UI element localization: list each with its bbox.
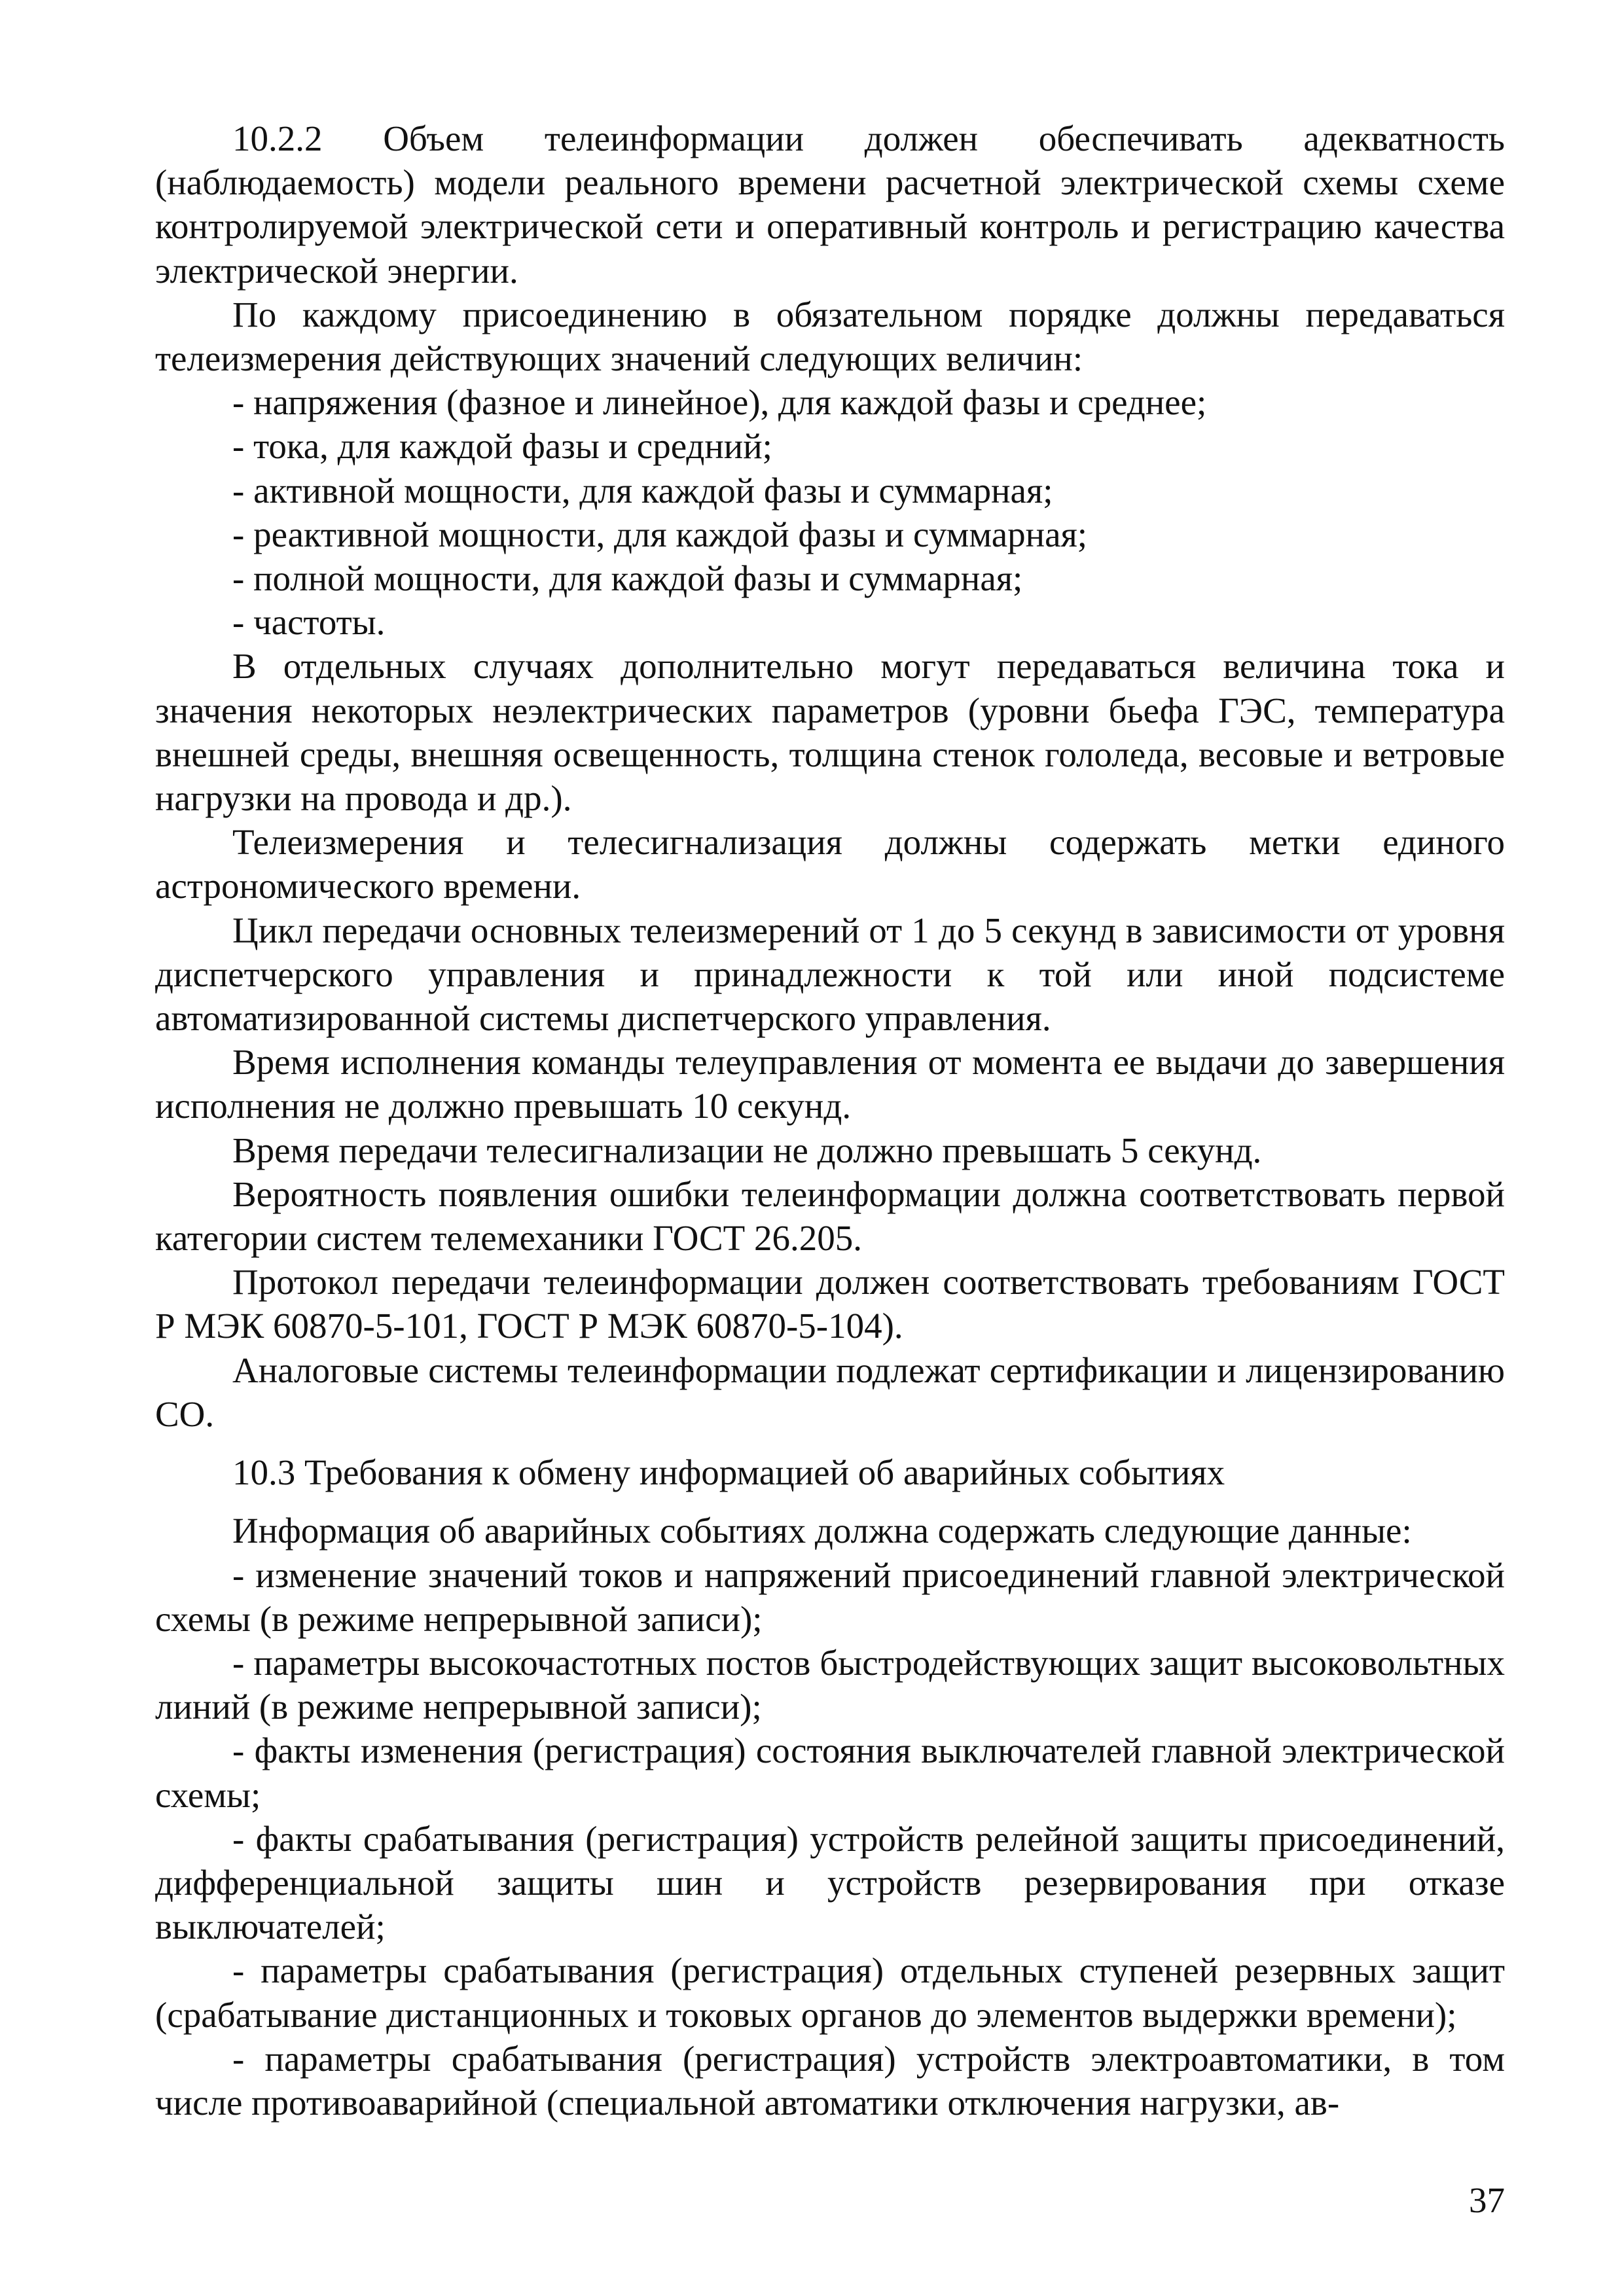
list-item-current: - тока, для каждой фазы и средний;: [232, 426, 772, 467]
list-intro-emergency-events: Информация об аварийных событиях должна содержать следующие данные:: [232, 1511, 1412, 1551]
list-item-apparent-power: - полной мощности, для каждой фазы и суммарная;: [232, 558, 1023, 599]
list-item-electroautomatics: - параметры срабатывания (регистрация) устройств электроавтоматики, в том числе противоаварийной (специальной автоматики отключения нагрузки, ав-: [155, 2038, 1505, 2123]
list-item-reactive-power: - реактивной мощности, для каждой фазы и суммарная;: [232, 514, 1088, 554]
paragraph-10-2-2: 10.2.2 Объем телеинформации должен обеспечивать адекватность (наблюдаемость) модели реального времени расчетной электрической схемы схеме контролируемой электрической сети и оперативный контроль и регистрацию качества электрической энергии.: [155, 118, 1505, 291]
list-item-frequency: - частоты.: [232, 602, 386, 643]
section-heading-10-3: 10.3 Требования к обмену информацией об аварийных событиях: [232, 1452, 1225, 1493]
paragraph-certification: Аналоговые системы телеинформации подлежат сертификации и лицензированию СО.: [155, 1350, 1505, 1434]
list-item-hf-posts: - параметры высокочастотных постов быстродействующих защит высоковольтных линий (в режиме непрерывной записи);: [155, 1642, 1505, 1727]
list-item-voltage: - напряжения (фазное и линейное), для каждой фазы и среднее;: [232, 382, 1207, 423]
list-item-backup-protection: - параметры срабатывания (регистрация) отдельных ступеней резервных защит (срабатывание дистанционных и токовых органов до элементов выдержки времени);: [155, 1950, 1505, 2035]
paragraph-time-stamps: Телеизмерения и телесигнализация должны содержать метки единого астрономического времени.: [155, 822, 1505, 906]
paragraph-additional-params: В отдельных случаях дополнительно могут передаваться величина тока и значения некоторых неэлектрических параметров (уровни бьефа ГЭС, температура внешней среды, внешняя освещенность, толщина стенок гололеда, весовые и ветровые нагрузки на провода и др.).: [155, 646, 1505, 819]
list-intro-telemeasurements: По каждому присоединению в обязательном порядке должны передаваться телеизмерения действующих значений следующих величин:: [155, 294, 1505, 379]
paragraph-signal-time: Время передачи телесигнализации не должно превышать 5 секунд.: [232, 1130, 1262, 1170]
list-item-active-power: - активной мощности, для каждой фазы и суммарная;: [232, 470, 1053, 511]
paragraph-cycle: Цикл передачи основных телеизмерений от 1 до 5 секунд в зависимости от уровня диспетчерского управления и принадлежности к той или иной подсистеме автоматизированной системы диспетчерского управления.: [155, 910, 1505, 1039]
page-number: 37: [1469, 2180, 1505, 2220]
paragraph-protocol: Протокол передачи телеинформации должен соответствовать требованиям ГОСТ Р МЭК 60870-5-101, ГОСТ Р МЭК 60870-5-104).: [155, 1262, 1505, 1346]
list-item-relay-protection: - факты срабатывания (регистрация) устройств релейной защиты присоединений, дифференциальной защиты шин и устройств резервирования при отказе выключателей;: [155, 1818, 1505, 1947]
list-item-currents-voltages: - изменение значений токов и напряжений присоединений главной электрической схемы (в режиме непрерывной записи);: [155, 1554, 1505, 1639]
paragraph-error-probability: Вероятность появления ошибки телеинформации должна соответствовать первой категории систем телемеханики ГОСТ 26.205.: [155, 1174, 1505, 1259]
list-item-breaker-states: - факты изменения (регистрация) состояния выключателей главной электрической схемы;: [155, 1731, 1505, 1815]
document-body: [155, 117, 1505, 2125]
paragraph-command-time: Время исполнения команды телеуправления от момента ее выдачи до завершения исполнения не должно превышать 10 секунд.: [155, 1042, 1505, 1126]
